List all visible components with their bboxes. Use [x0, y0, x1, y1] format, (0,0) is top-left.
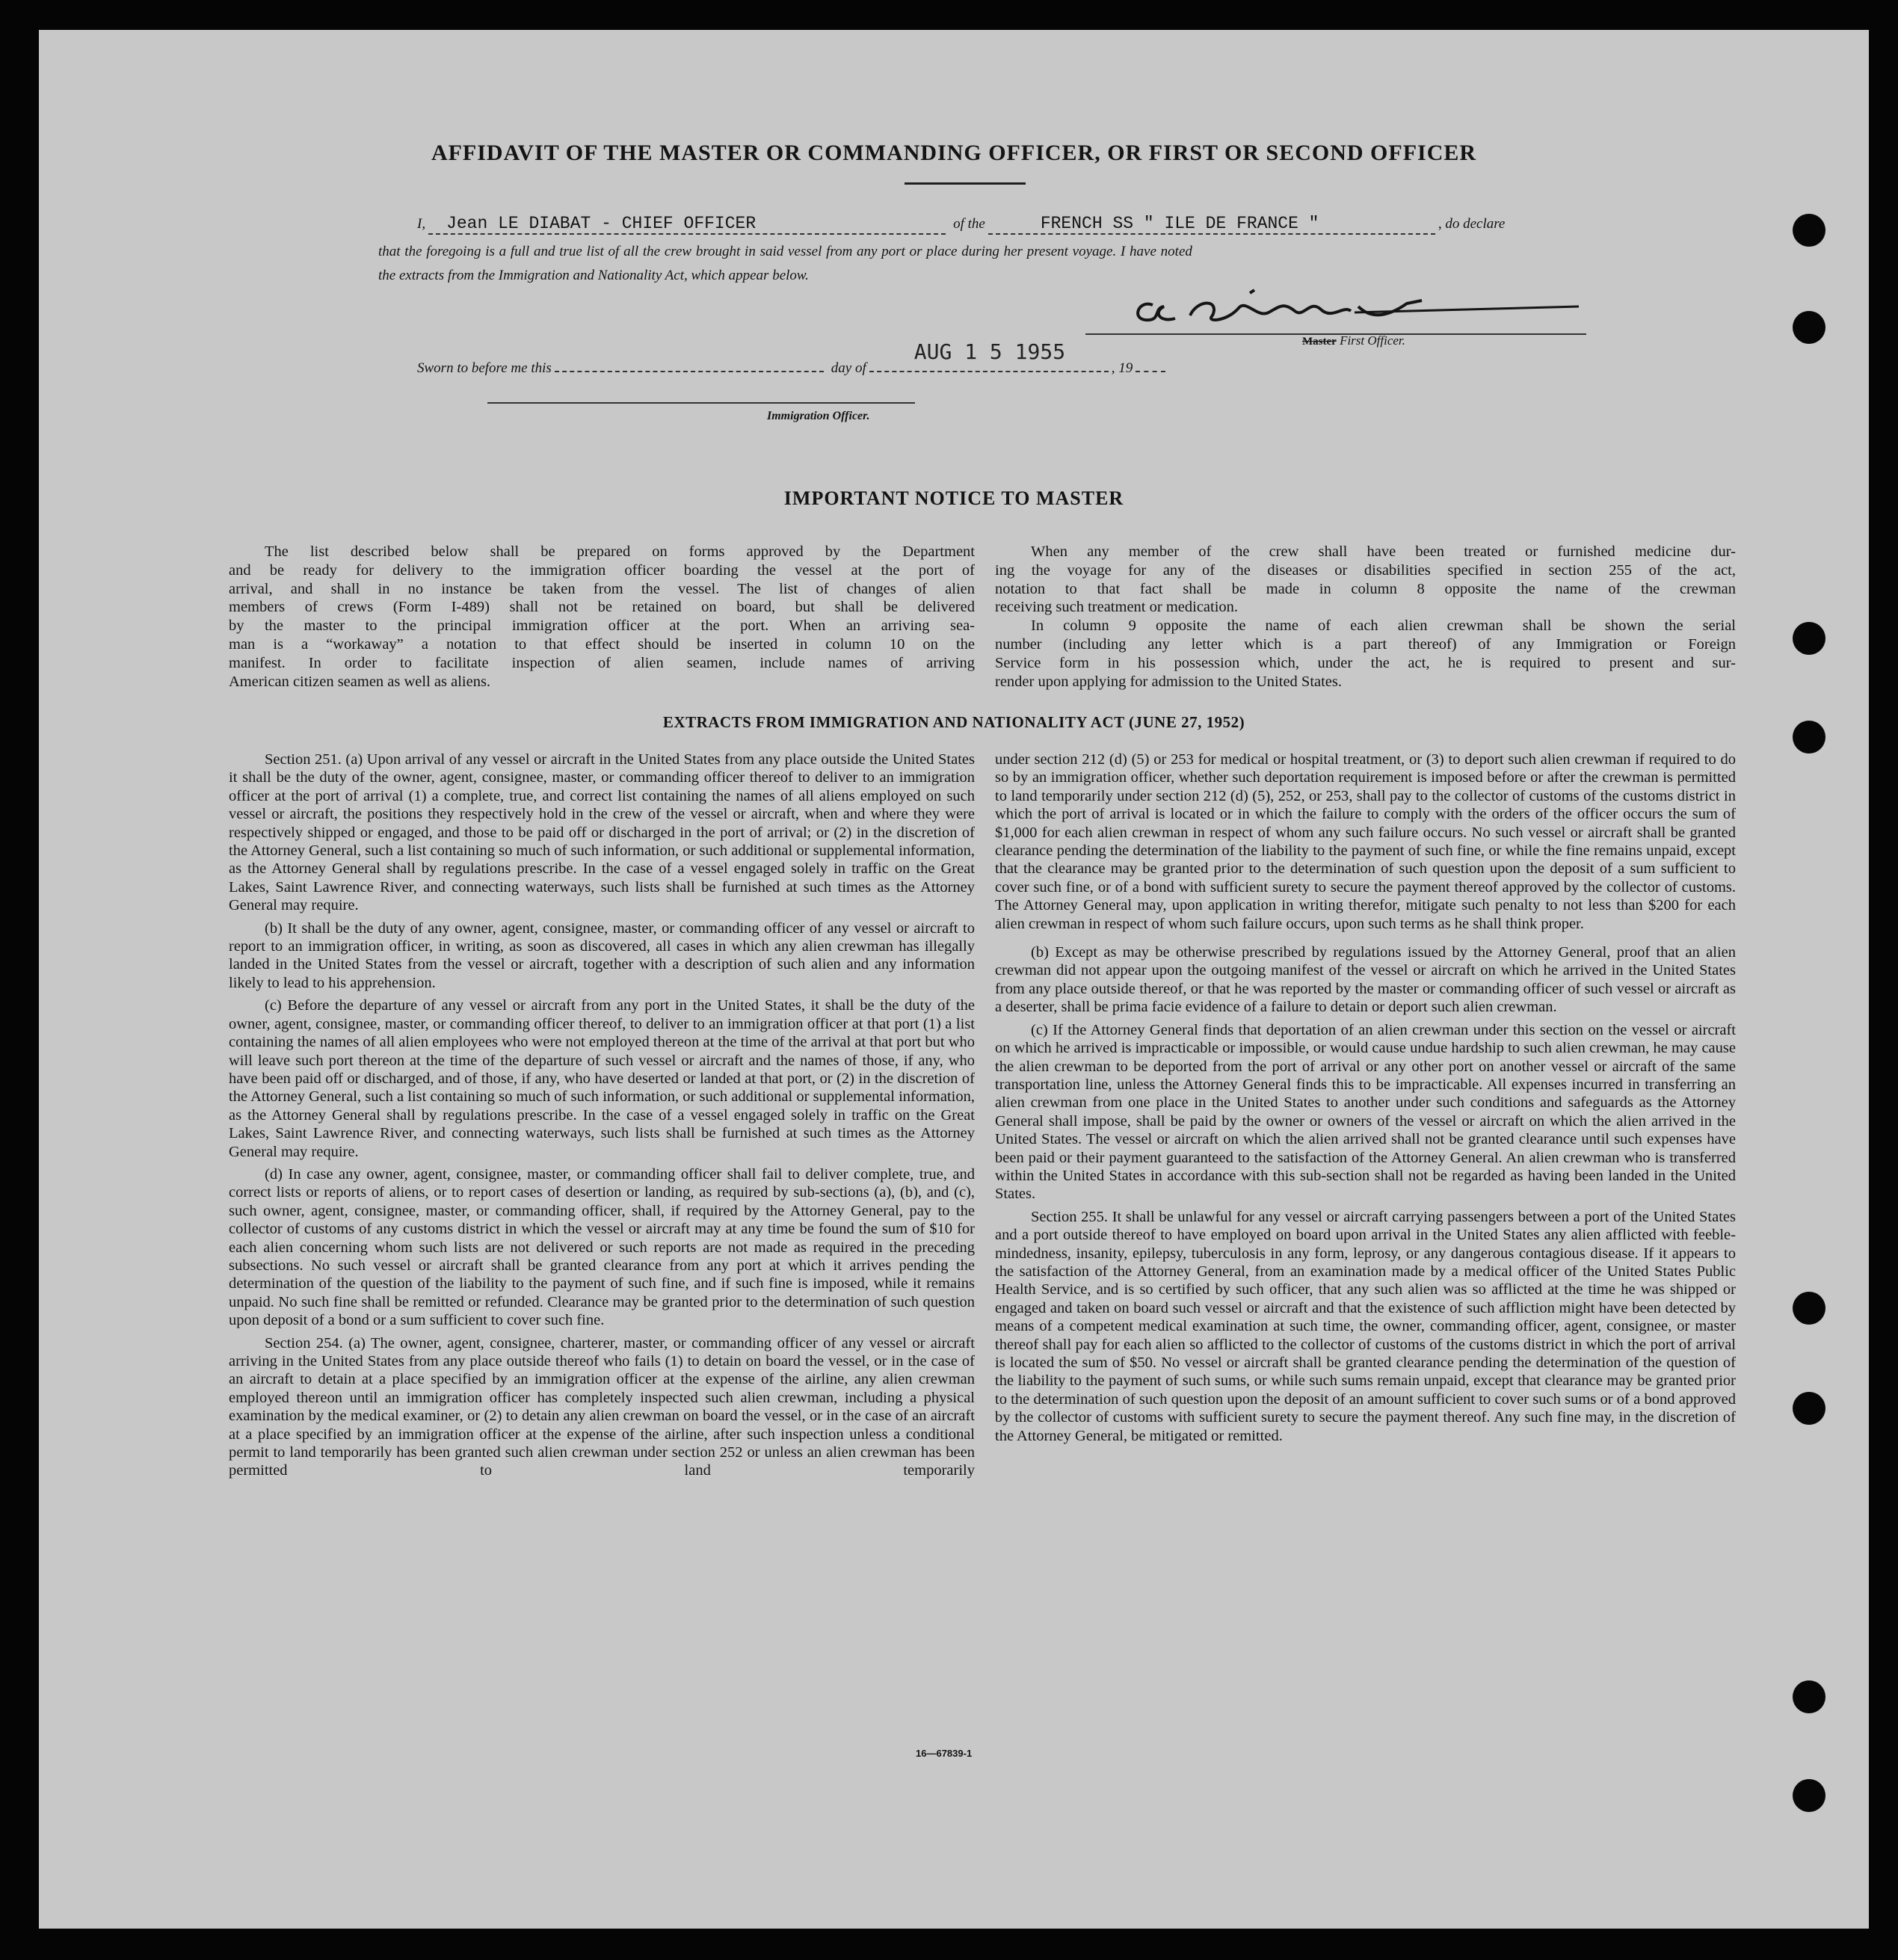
section-254-a-continued: under section 212 (d) (5) or 253 for medical or hospital treatment, or (3) to deport such alien crewman if required to do so by an immigration officer, whether such deportation requirement is imposed before or after the crewman is permitted to land temporarily under section 212 (d) (5), 252, or 253, shall pay to the collector of customs of the customs district in which the port of arrival is located or in which the failure to comply with the orders of the officer occurs the sum of $1,000 for each alien crewman in respect of whom any such failure occurs. No such vessel or aircraft shall be granted clearance pending the determination of the liability to the payment of such fine, or while the fine remains unpaid, except that the clearance may be granted prior to the determination of such question upon the deposit of a sum sufficient to cover such fine, or of a bond with sufficient surety to secure the payment thereof approved by the collector of customs. The Attorney General may, upon application in writing therefor, mitigate such penalty to not less than $200 for each alien crewman in respect of whom such failure occurs, upon such terms as he shall think proper. — [995, 751, 1736, 932]
notice-right-line-6: number (including any letter which is a part thereof) of any Immigration or Foreign — [995, 635, 1736, 653]
notice-left-column — [229, 543, 975, 691]
section-251-b: (b) It shall be the duty of any owner, agent, consignee, master, or commanding officer of any vessel or aircraft to report to an immigration officer, in writing, as soon as discovered, all cases in which any alien crewman has illegally landed in the United States from the vessel or aircraft, together with a description of such alien and any information likely to lead to his apprehension. — [229, 919, 975, 991]
year-prefix: , 19 — [1111, 360, 1133, 376]
notice-left-line-6: man is a “workaway” a notation to that effect should be inserted in column 10 on the — [229, 635, 975, 653]
day-of-label: day of — [831, 360, 866, 376]
sworn-label: Sworn to before me this — [417, 360, 552, 376]
of-the-label: of the — [953, 216, 985, 232]
binder-hole-7 — [1793, 1680, 1825, 1713]
binder-hole-8 — [1793, 1779, 1825, 1812]
declaration-line-2: the extracts from the Immigration and Nationality Act, which appear below. — [378, 268, 809, 283]
officer-rank-text: First Officer. — [1340, 333, 1405, 348]
i-label: I, — [417, 216, 426, 232]
section-254-c: (c) If the Attorney General finds that deportation of an alien crewman under this section on the vessel or aircraft on which he arrived is impracticable or impossible, or would cause undue hardship to such alien crewman, he may cause the alien crewman to be deported from the port of arrival or any other port on another vessel or aircraft of the same transportation line, unless the Attorney General finds this to be impracticable. All expenses incurred in transferring an alien crewman from one place in the United States to another under such conditions and safeguards as the Attorney General shall impose, shall be paid by the owner or owners of the vessel or aircraft on which the alien arrived in the United States. The vessel or aircraft on which the alien arrived shall not be granted clearance until such expenses have been paid or their payment guaranteed to the satisfaction of the Attorney General. An alien crewman who is transferred within the United States in accordance with this sub-section shall not be regarded as having been landed in the United States. — [995, 1021, 1736, 1203]
date-stamp: AUG 1 5 1955 — [913, 339, 1066, 364]
notice-right-column — [995, 543, 1736, 691]
notice-right-line-8: render upon applying for admission to the United States. — [995, 673, 1343, 690]
immigration-officer-line — [487, 402, 915, 404]
notice-title: IMPORTANT NOTICE TO MASTER — [783, 487, 1124, 509]
notice-right-line-1: When any member of the crew shall have been treated or furnished medicine dur- — [1031, 543, 1736, 560]
title-rule — [905, 182, 1026, 185]
officer-name-field: Jean LE DIABAT - CHIEF OFFICER — [428, 214, 946, 235]
sworn-line — [417, 339, 1165, 377]
binder-hole-3 — [1793, 622, 1825, 655]
notice-right-line-5: In column 9 opposite the name of each alien crewman shall be shown the serial — [1031, 617, 1736, 635]
signature — [1108, 277, 1594, 336]
section-251-c: (c) Before the departure of any vessel or aircraft from any port in the United States, it shall be the duty of the owner, agent, consignee, master, or commanding officer thereof, to deliver to an immigration officer at that port (1) a list containing the names of all alien employees who were not employed thereon at the time of the arrival at that port but who will leave such port thereon at the time of the departure of such vessel or aircraft and the names of those, if any, who have been paid off or discharged, and of those, if any, who have deserted or landed at that port, or (2) in the discretion of the Attorney General, such a list containing so much of such information, or such additional or supplemental information, as the Attorney General shall by regulations prescribe. In the case of a vessel engaged solely in traffic on the Great Lakes, Saint Lawrence River, and connecting waterways, such lists shall be furnished at such times as the Attorney General may require. — [229, 997, 975, 1160]
affidavit-name-line — [417, 214, 1505, 235]
officer-rank-label: Master First Officer. — [1302, 333, 1405, 348]
notice-right-line-2: ing the voyage for any of the diseases or disabilities specified in section 255 of the act, — [995, 561, 1736, 579]
vessel-name-field: FRENCH SS " ILE DE FRANCE " — [988, 214, 1435, 235]
sworn-day-field — [555, 357, 824, 372]
extracts-left-column — [229, 751, 975, 1485]
notice-left-line-2: and be ready for delivery to the immigration officer boarding the vessel at the port of — [229, 561, 975, 579]
section-251-a: Section 251. (a) Upon arrival of any vessel or aircraft in the United States from any place outside the United States it shall be the duty of the owner, agent, consignee, master, or commanding officer thereof to deliver to an immigration officer at the port of arrival (1) a complete, true, and correct list containing the names of all aliens employed on such vessel or aircraft, the positions they respectively hold in the crew of the vessel or aircraft, when and where they were respectively shipped or engaged, and those to be paid off or discharged in the port of arrival; or (2) in the discretion of the Attorney General, such a list containing so much of such information, or such additional or supplemental information, as the Attorney General shall by regulations prescribe. In the case of a vessel engaged solely in traffic on the Great Lakes, Saint Lawrence River, and connecting waterways, such lists shall be furnished at such times as the Attorney General may require. — [229, 751, 975, 914]
binder-hole-1 — [1793, 214, 1825, 247]
binder-hole-2 — [1793, 311, 1825, 344]
notice-right-line-7: Service form in his possession which, under the act, he is required to present and sur- — [995, 654, 1736, 671]
extracts-right-column — [995, 751, 1736, 1449]
notice-right-line-3: notation to that fact shall be made in column 8 opposite the name of the crewman — [995, 580, 1736, 597]
year-field — [1136, 357, 1165, 372]
section-255: Section 255. It shall be unlawful for any vessel or aircraft carrying passengers between a port of the United States and a port outside thereof to have employed on board upon arrival in the United States any alien afflicted with feeble-mindedness, insanity, epilepsy, tuberculosis in any form, leprosy, or any dangerous contagious disease. If it appears to the satisfaction of the Attorney General, from an examination made by a medical officer of the United States Public Health Service, and is so certified by such officer, that any such alien was so afflicted at the time he was shipped or engaged and taken on board such vessel or aircraft and that the existence of such affliction might have been detected by means of a competent medical examination at such time, the owner, commanding officer, agent, consignee, or master thereof shall pay for each alien so afflicted to the collector of customs of the customs district in which the port of arrival is located the sum of $50. No vessel or aircraft shall be granted clearance pending the determination of the question of the liability to the payment of such sums, or while such sums remain unpaid, except that clearance may be granted prior to the determination of such question upon the deposit of an amount sufficient to cover such sums or of a bond approved by the collector of customs with sufficient surety to secure the payment thereof. Any such fine may, in the discretion of the Attorney General, be mitigated or remitted. — [995, 1208, 1736, 1444]
extracts-title: EXTRACTS FROM IMMIGRATION AND NATIONALITY ACT (JUNE 27, 1952) — [662, 713, 1245, 731]
notice-left-line-8: American citizen seamen as well as aliens. — [229, 673, 491, 690]
affidavit-title: AFFIDAVIT OF THE MASTER OR COMMANDING OFFICER, OR FIRST OR SECOND OFFICER — [431, 141, 1477, 165]
form-code: 16—67839-1 — [916, 1748, 973, 1759]
notice-right-line-4: receiving such treatment or medication. — [995, 599, 1239, 616]
notice-left-line-4: members of crews (Form I-489) shall not be retained on board, but shall be delivered — [229, 599, 975, 616]
notice-left-line-7: manifest. In order to facilitate inspection of alien seamen, include names of arriving — [229, 654, 975, 671]
immigration-officer-label: Immigration Officer. — [767, 410, 870, 422]
section-254-b: (b) Except as may be otherwise prescribed by regulations issued by the Attorney General, proof that an alien crewman did not appear upon the outgoing manifest of the vessel or aircraft on which he arrived in the United States from any place outside thereof, or that he was reported by the master or commanding officer of such vessel or aircraft as a deserter, shall be prima facie evidence of a failure to detain or deport such alien crewman. — [995, 944, 1736, 1016]
declaration-line-1: that the foregoing is a full and true list of all the crew brought in said vessel from any port or place during her present voyage. I have noted — [378, 244, 1192, 259]
binder-hole-6 — [1793, 1392, 1825, 1425]
section-251-d: (d) In case any owner, agent, consignee, master, or commanding officer shall fail to deliver complete, true, and correct lists or reports of aliens, or to report cases of desertion or landing, as required by sub-sections (a), (b), and (c), such owner, agent, consignee, master, or commanding officer, shall, if required by the Attorney General, pay to the collector of customs of any customs district in which the vessel or aircraft may at any time be found the sum of $10 for each alien concerning whom such lists are not delivered or such reports are not made as required in the preceding subsections. No such vessel or aircraft shall be granted clearance from any port at which it arrives pending the determination of the question of the liability to the payment of such fine, and if such fine is imposed, while it remains unpaid. No such fine shall be remitted or refunded. Clearance may be granted prior to the determination of such question upon deposit of a bond or a sum sufficient to cover such fine. — [229, 1165, 975, 1329]
notice-left-line-5: by the master to the principal immigration officer at the port. When an arriving sea- — [229, 617, 975, 635]
section-254-a: Section 254. (a) The owner, agent, consignee, charterer, master, or commanding officer of any vessel or aircraft arriving in the United States from any place outside thereof who fails (1) to detain on board the vessel, or in the case of an aircraft to detain at a place specified by an immigration officer at the expense of the airline, any alien crewman employed thereon until an immigration officer has completely inspected such alien crewman, including a physical examination by the medical examiner, or (2) to detain any alien crewman on board the vessel, or in the case of an aircraft at a place specified by an immigration officer at the expense of the airline, after such inspection unless a conditional permit to land temporarily has been granted such alien crewman under section 252 or unless an alien crewman has been permitted to land temporarily — [229, 1334, 975, 1479]
document-page — [39, 30, 1869, 1929]
do-declare-label: , do declare — [1438, 216, 1506, 232]
notice-left-line-3: arrival, and shall in no instance be taken from the vessel. The list of changes of alien — [229, 580, 975, 597]
notice-left-line-1: The list described below shall be prepared on forms approved by the Department — [265, 543, 975, 560]
date-field — [869, 339, 1109, 372]
binder-hole-5 — [1793, 1292, 1825, 1325]
